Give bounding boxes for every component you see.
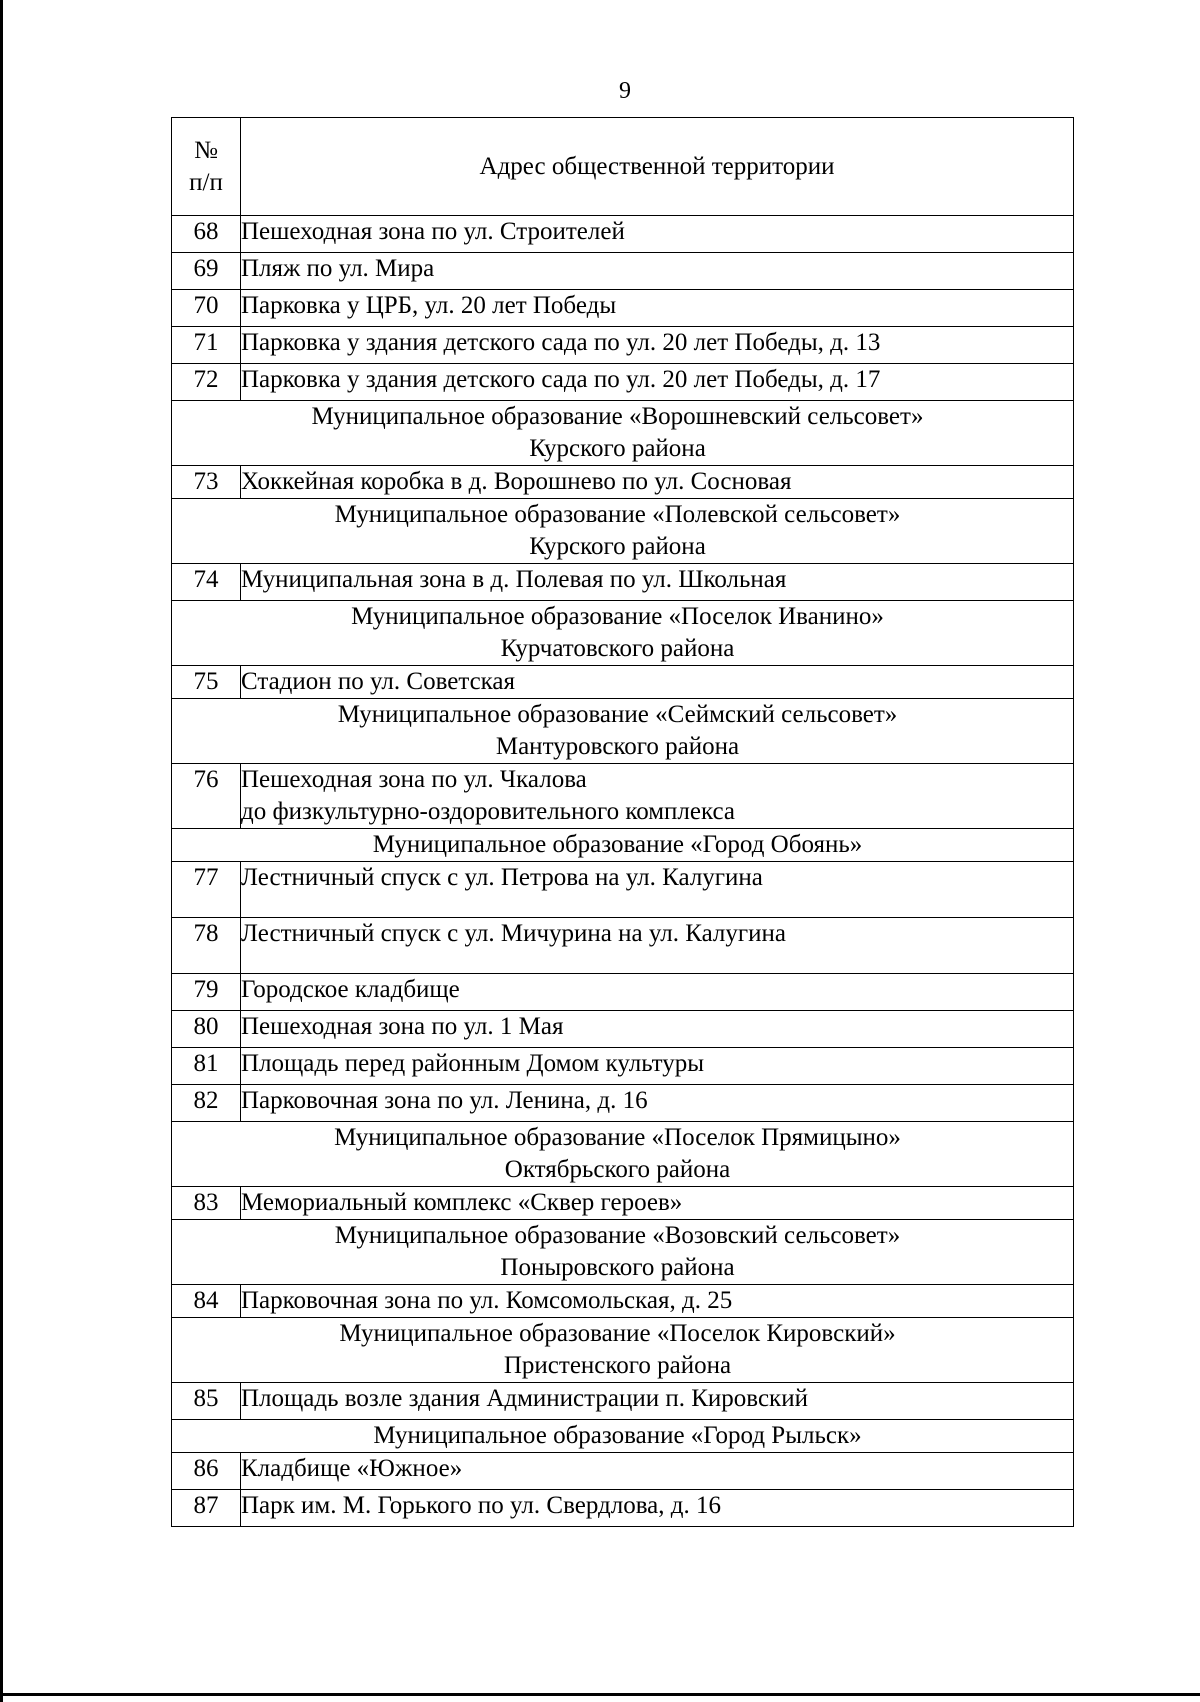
- region-district: Октябрьского района: [504, 1156, 731, 1183]
- region-heading: [172, 1420, 1074, 1453]
- region-title: Муниципальное образование «Поселок Кировский»: [339, 1320, 896, 1347]
- row-address: Парковка у ЦРБ, ул. 20 лет Победы: [241, 290, 1074, 327]
- row-address: Городское кладбище: [241, 974, 1074, 1011]
- table-row: [172, 764, 1074, 829]
- region-district: Поныровского района: [500, 1254, 735, 1281]
- row-address: Пешеходная зона по ул. Строителей: [241, 216, 1074, 253]
- header-number-symbol: №: [194, 136, 218, 164]
- row-address: Хоккейная коробка в д. Ворошнево по ул. Сосновая: [241, 466, 1074, 499]
- region-heading: [172, 1318, 1074, 1383]
- region-row: [172, 1220, 1074, 1285]
- header-number-abbrev: п/п: [189, 168, 223, 196]
- region-row: [172, 1318, 1074, 1383]
- row-address: Пляж по ул. Мира: [241, 253, 1074, 290]
- row-address: [241, 764, 1074, 829]
- row-number: 86: [172, 1453, 241, 1490]
- region-title: Муниципальное образование «Город Рыльск»: [373, 1422, 862, 1449]
- header-address-cell: Адрес общественной территории: [241, 118, 1074, 216]
- row-number: 81: [172, 1048, 241, 1085]
- table-header-row: [172, 118, 1074, 216]
- table-row: [172, 1285, 1074, 1318]
- scan-bottom-edge: [0, 1693, 1200, 1696]
- row-number: 77: [172, 862, 241, 918]
- region-heading: [172, 499, 1074, 564]
- row-number: 69: [172, 253, 241, 290]
- row-number: 79: [172, 974, 241, 1011]
- region-row: [172, 499, 1074, 564]
- row-address: Площадь возле здания Администрации п. Кировский: [241, 1383, 1074, 1420]
- row-address: Парковка у здания детского сада по ул. 20 лет Победы, д. 13: [241, 327, 1074, 364]
- row-address: Стадион по ул. Советская: [241, 666, 1074, 699]
- region-heading: [172, 829, 1074, 862]
- table-row: [172, 666, 1074, 699]
- row-number: 83: [172, 1187, 241, 1220]
- region-row: [172, 1420, 1074, 1453]
- row-number: 68: [172, 216, 241, 253]
- row-number: 74: [172, 564, 241, 601]
- region-title: Муниципальное образование «Город Обоянь»: [372, 831, 863, 858]
- region-district: Мантуровского района: [495, 733, 740, 760]
- header-number-cell: [172, 118, 241, 216]
- row-number: 78: [172, 918, 241, 974]
- region-row: [172, 829, 1074, 862]
- table-row: [172, 1383, 1074, 1420]
- table-row: [172, 1085, 1074, 1122]
- region-row: [172, 601, 1074, 666]
- row-address: Парковочная зона по ул. Комсомольская, д. 25: [241, 1285, 1074, 1318]
- row-number: 71: [172, 327, 241, 364]
- row-number: 82: [172, 1085, 241, 1122]
- row-address: Лестничный спуск с ул. Мичурина на ул. Калугина: [241, 918, 1074, 974]
- table-row: [172, 1490, 1074, 1527]
- table-row: [172, 564, 1074, 601]
- region-heading: [172, 1220, 1074, 1285]
- region-title: Муниципальное образование «Полевской сельсовет»: [334, 501, 901, 528]
- region-district: Курчатовского района: [500, 635, 735, 662]
- row-address: Площадь перед районным Домом культуры: [241, 1048, 1074, 1085]
- region-heading: [172, 699, 1074, 764]
- row-number: 87: [172, 1490, 241, 1527]
- region-district: Курского района: [529, 533, 706, 560]
- region-heading: [172, 401, 1074, 466]
- region-title: Муниципальное образование «Поселок Прямицыно»: [334, 1124, 901, 1151]
- row-number: 75: [172, 666, 241, 699]
- row-address: Парковочная зона по ул. Ленина, д. 16: [241, 1085, 1074, 1122]
- region-title: Муниципальное образование «Ворошневский сельсовет»: [311, 403, 924, 430]
- table-row: [172, 466, 1074, 499]
- row-number: 70: [172, 290, 241, 327]
- row-number: 85: [172, 1383, 241, 1420]
- table-row: [172, 327, 1074, 364]
- region-title: Муниципальное образование «Поселок Иванино»: [351, 603, 884, 630]
- table-row: [172, 290, 1074, 327]
- table-row: [172, 364, 1074, 401]
- row-address: Пешеходная зона по ул. 1 Мая: [241, 1011, 1074, 1048]
- row-number: 73: [172, 466, 241, 499]
- row-address: Кладбище «Южное»: [241, 1453, 1074, 1490]
- row-address: Парковка у здания детского сада по ул. 20 лет Победы, д. 17: [241, 364, 1074, 401]
- region-title: Муниципальное образование «Возовский сельсовет»: [334, 1222, 901, 1249]
- scan-left-edge: [0, 0, 3, 1702]
- row-address: Мемориальный комплекс «Сквер героев»: [241, 1187, 1074, 1220]
- region-row: [172, 401, 1074, 466]
- region-title: Муниципальное образование «Сеймский сельсовет»: [337, 701, 898, 728]
- region-district: Курского района: [529, 435, 706, 462]
- row-address-line: до физкультурно-оздоровительного комплекса: [241, 798, 736, 825]
- table-row: [172, 1011, 1074, 1048]
- table-row: [172, 253, 1074, 290]
- region-heading: [172, 1122, 1074, 1187]
- table-row: [172, 1187, 1074, 1220]
- row-number: 76: [172, 764, 241, 829]
- row-number: 72: [172, 364, 241, 401]
- table-row: [172, 974, 1074, 1011]
- table-row: [172, 216, 1074, 253]
- row-address: Парк им. М. Горького по ул. Свердлова, д. 16: [241, 1490, 1074, 1527]
- region-district: Пристенского района: [503, 1352, 732, 1379]
- row-number: 84: [172, 1285, 241, 1318]
- row-address: Лестничный спуск с ул. Петрова на ул. Калугина: [241, 862, 1074, 918]
- row-address: Муниципальная зона в д. Полевая по ул. Школьная: [241, 564, 1074, 601]
- table-row: [172, 1453, 1074, 1490]
- table-row: [172, 862, 1074, 918]
- row-number: 80: [172, 1011, 241, 1048]
- table-row: [172, 1048, 1074, 1085]
- page-number: 9: [619, 78, 631, 104]
- region-heading: [172, 601, 1074, 666]
- territory-table: [171, 117, 1074, 1527]
- row-address-line: Пешеходная зона по ул. Чкалова: [241, 766, 587, 793]
- region-row: [172, 1122, 1074, 1187]
- table-row: [172, 918, 1074, 974]
- region-row: [172, 699, 1074, 764]
